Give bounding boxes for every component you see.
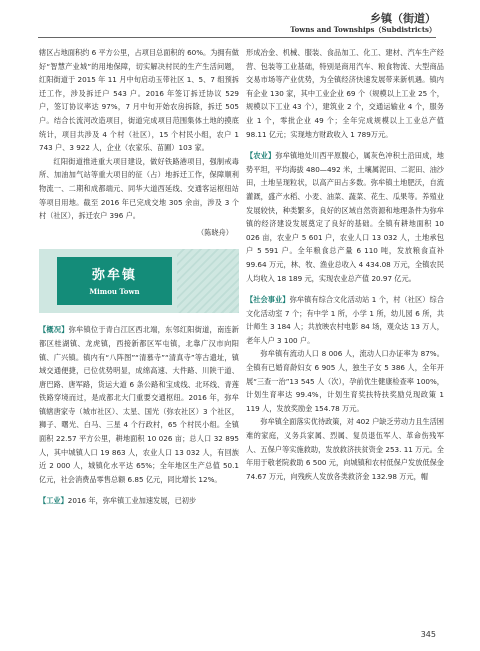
banner-title-box (57, 257, 172, 305)
author-credit: （陈晓舟） (197, 227, 233, 237)
paragraph: 弥牟镇有流动人口 8 006 人，流动人口办证率为 87%。全镇有已婚育龄妇女 6 905 人，独生子女 5 386 人，全年开展“三查一治”13 545 人（次），孕前优生健康检查率 100%，计划生育率达 99.4%，计划生育奖扶特扶奖励兑现政策 1 119 人，发放奖励金 154.78 万元。 (246, 349, 444, 413)
banner-decoration (177, 249, 239, 313)
right-column (246, 46, 444, 483)
section-title: 弥牟镇 (91, 268, 137, 284)
section-tag: 【概况】 (39, 325, 69, 335)
running-header-subtitle: Towns and Townships（Subdistricts） (290, 25, 436, 34)
section-tag: 【社会事业】 (246, 295, 290, 305)
section-tag: 【工业】 (39, 496, 68, 506)
section-tag: 【农业】 (246, 151, 276, 161)
paragraph-text: 弥牟镇有综合文化活动站 1 个，村（社区）综合文化活动室 7 个；有中学 1 所，小学 1 所，幼儿园 6 所，共计师生 3 184 人；共放映农村电影 84 场，观众达 13 万人，老年人户 3 100 户。 (246, 295, 444, 345)
paragraph-text: 弥牟镇位于青白江区西北端，东邻红阳街道，南连新都区桂湖镇、龙虎镇，西接新都区军屯镇，北靠广汉市向阳镇、广兴镇。镇内有“八阵图”“清慕寺”“清真寺”等古遗址，镇域交通便捷，已位优势明显，成绵高速、大件路、川陕干道、唐巴路、唐军路，货运大道 6 条公路和宝成线、北环线、青莲铁路穿境而过，是成都北大门重要交通枢纽。2016 年，弥牟镇辖唐家寺（城市社区）、太星、国光（弥农社区）3 个社区，狮子、曙光、白马、三星 4 个行政村，65 个村民小组。全镇面积 22.57 平方公里，耕地面积 10 026 亩；总人口 32 895 人，其中城镇人口 19 863 人，农业人口 13 032 人，有回族近 2 000 人，城镇化水平达 65%；全年地区生产总值 50.1 亿元，社会消费品零售总额 6.85 亿元，同比增长 12%。 (39, 325, 239, 484)
left-column (39, 46, 239, 508)
page-number: 345 (420, 630, 436, 639)
running-header-title: 乡镇（街道） (370, 12, 436, 25)
paragraph (39, 323, 239, 486)
paragraph: 辖区占地面积约 6 平方公里，占项目总面积的 60%。为拥有做好“智慧产业城”的用地保障，切实解决村民的生产生活问题，红阳街道于 2015 年 11 月中旬启动玉带社区 1、5、7 组预拆迁工作，涉及拆迁户 543 户。2016 年签订拆迁协议 529 户，签订协议率达 97%，7 月中旬开始农房拆除，拆迁 505 户。结合长流河改造项目，街道完成项目范围集体土地的摸底统计，项目共涉及 4 个村（社区），15 个村民小组，农户 1 743 户、3 922 人，企业（农家乐、苗圃）103 家。 (39, 48, 239, 153)
paragraph-text: 弥牟镇地处川西平原腹心，属灰色冲积土沿田成，地势平坦，平均海拔 480—492 米，土壤属泥田、二泥田、油沙田，土地呈现粒状，以高产田占多数。弥牟镇土地肥沃，自流灌溉，盛产水稻、小麦、油菜、蔬菜、花生、瓜果等。养殖业发展较快，种类繁多，良好的区域自然资源和地理条件为弥牟镇的经济建设发展奠定了良好的基础。全镇有耕地面积 10 026 亩，农业户 5 601 户，农业人口 13 032 人，土地承包户 5 591 户。全年粮食总产量 6 110 吨，发放粮食直补 99.64 万元，林、牧、渔业总收入 4 434.08 万元，全镇农民人均收入 18 189 元，实现农业总产值 20.97 亿元。 (246, 151, 444, 283)
paragraph: 形成冶金、机械、服装、食品加工、化工、建材、汽车生产经营、包装等工业基础，特别是商用汽车、粮食物流、大型商品交易市场等产业优势，为全镇经济快速发展带来新机遇。镇内有企业 130 家，其中工业企业 69 个（规模以上工业 25 个，规模以下工业 43 个），建筑业 2 个，交通运输业 4 个，服务业 1 个，零批企业 49 个；全年完成规模以上工业总产值 98.11 亿元；实现地方财政收入 1 789万元。 (246, 48, 444, 139)
paragraph: 弥牟镇全面落实优待政策，对 402 户缺乏劳动力且生活困难的家庭，义务兵家属、烈属、复员退伍军人、革命伤残军人、五保户等实施救助，发放救济扶贫资金 253. 11 万元。全年用于敬老院救助 6 500 元，向城镇和农村低保户发放低保金 74.67 万元，向残疾人发放各类救济金 132.98 万元，帽 (246, 417, 444, 481)
section-title-english: Mimou Town (89, 287, 140, 297)
section-banner (39, 249, 239, 313)
paragraph: 红阳街道推进重大项目建设，做好铁路港项目，强制戒毒所、加油加气站等重大项目的征（占）地拆迁工作，保障顺利物流一、二期和成都端元、同华大道西延线、交通客运枢纽站等项目用地。截至 2016 年已完成交地 305 余亩，涉及 3 个村（社区），拆迁农户 396 户。 (39, 156, 239, 221)
paragraph (39, 494, 239, 508)
header-rule (38, 37, 436, 38)
paragraph (246, 293, 444, 347)
paragraph (246, 149, 444, 285)
paragraph-text: 2016 年，弥牟镇工业加速发展，已初步 (67, 496, 197, 506)
